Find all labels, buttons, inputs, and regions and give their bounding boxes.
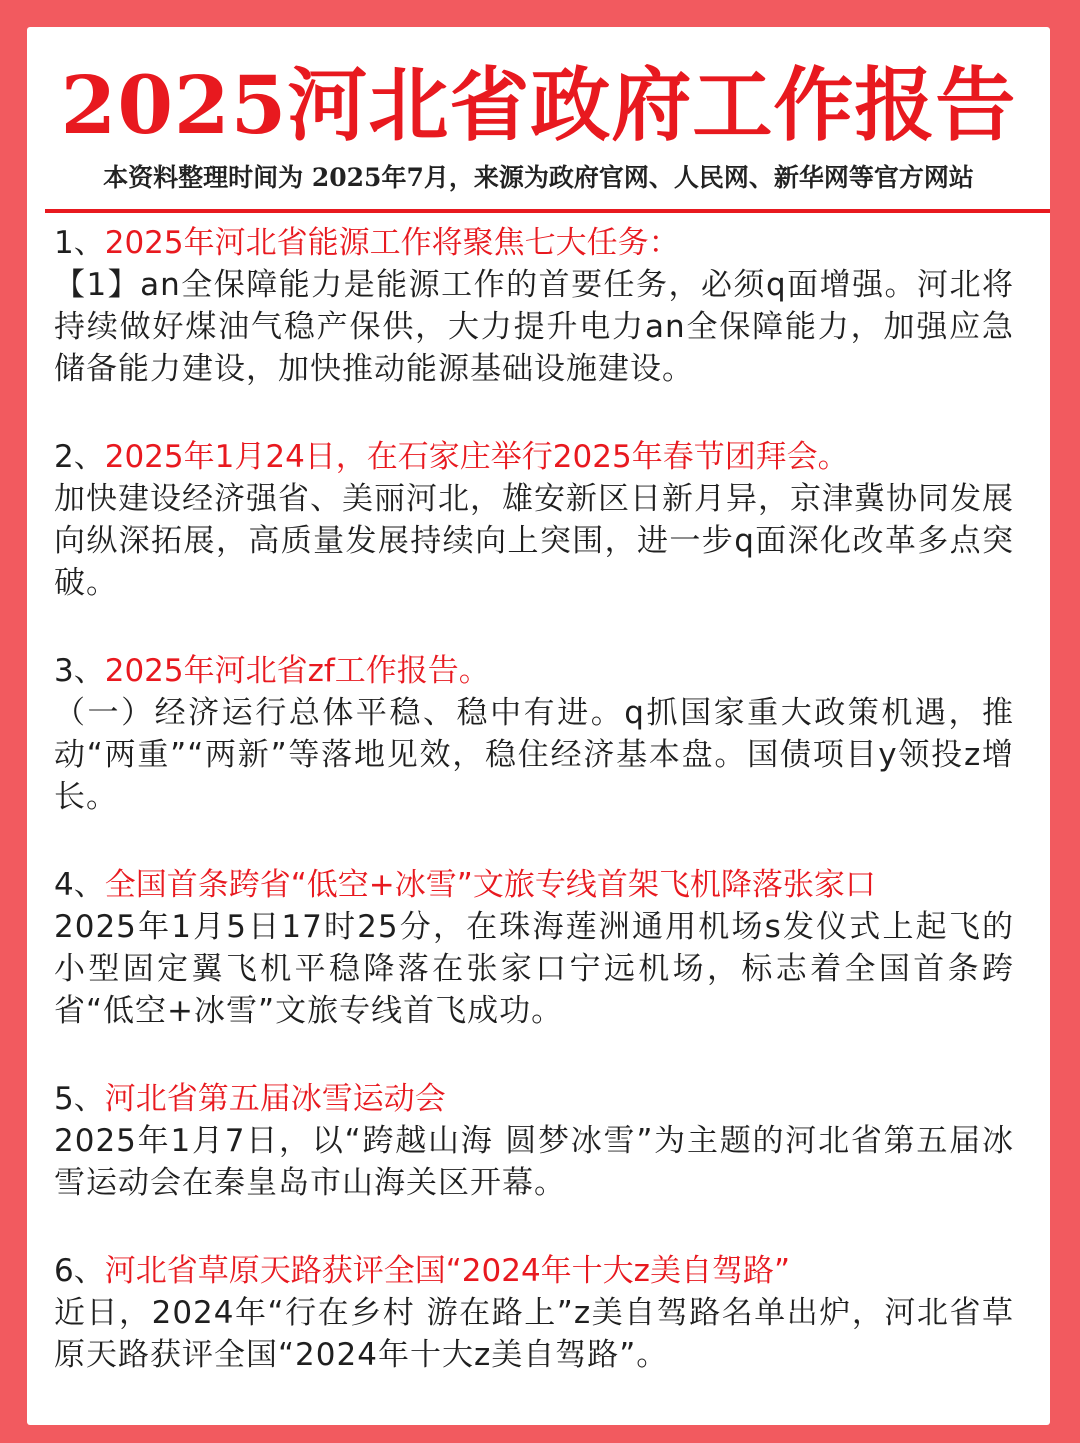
item-body: 加快建设经济强省、美丽河北，雄安新区日新月异，京津冀协同发展向纵深拓展，高质量发展持续向上突围，进一步q面深化改革多点突破。	[54, 481, 1014, 601]
item-headline: 2025年河北省zf工作报告。	[104, 653, 490, 689]
list-item	[54, 1250, 1014, 1376]
source-note: 本资料整理时间为 2025年7月，来源为政府官网、人民网、新华网等官方网站	[103, 163, 974, 192]
list-item	[54, 864, 1014, 1032]
item-heading	[54, 864, 1014, 906]
item-number: 1、	[54, 225, 105, 261]
item-number: 3、	[54, 653, 105, 689]
item-heading	[54, 1078, 1014, 1120]
item-number: 5、	[54, 1081, 105, 1117]
item-body: 2025年1月5日17时25分，在珠海莲洲通用机场s发仪式上起飞的小型固定翼飞机平稳降落在张家口宁远机场，标志着全国首条跨省“低空+冰雪”文旅专线首飞成功。	[54, 909, 1014, 1029]
item-body: 【1】an全保障能力是能源工作的首要任务，必须q面增强。河北将持续做好煤油气稳产保供，大力提升电力an全保障能力，加强应急储备能力建设，加快推动能源基础设施建设。	[54, 267, 1014, 387]
item-number: 6、	[54, 1253, 105, 1289]
item-body: 近日，2024年“行在乡村 游在路上”z美自驾路名单出炉，河北省草原天路获评全国“2024年十大z美自驾路”。	[54, 1295, 1014, 1373]
item-heading	[54, 222, 1014, 264]
news-list	[54, 222, 1014, 1422]
list-item	[54, 650, 1014, 818]
item-heading	[54, 650, 1014, 692]
item-body: 2025年1月7日，以“跨越山海 圆梦冰雪”为主题的河北省第五届冰雪运动会在秦皇岛市山海关区开幕。	[54, 1123, 1014, 1201]
item-body: （一）经济运行总体平稳、稳中有进。q抓国家重大政策机遇，推动“两重”“两新”等落地见效，稳住经济基本盘。国债项目y领投z增长。	[54, 695, 1014, 815]
page-title: 2025河北省政府工作报告	[60, 58, 1017, 152]
header-divider	[45, 209, 1050, 213]
item-heading	[54, 1250, 1014, 1292]
item-headline: 2025年河北省能源工作将聚焦七大任务：	[104, 225, 680, 261]
list-item	[54, 436, 1014, 604]
list-item	[54, 1078, 1014, 1204]
item-number: 2、	[54, 439, 105, 475]
list-item	[54, 222, 1014, 390]
item-headline: 2025年1月24日，在石家庄举行2025年春节团拜会。	[104, 439, 849, 475]
item-headline: 河北省第五届冰雪运动会	[104, 1081, 446, 1117]
report-card	[27, 27, 1050, 1425]
item-headline: 全国首条跨省“低空+冰雪”文旅专线首架飞机降落张家口	[104, 867, 876, 903]
item-heading	[54, 436, 1014, 478]
item-headline: 河北省草原天路获评全国“2024年十大z美自驾路”	[104, 1253, 791, 1289]
item-number: 4、	[54, 867, 105, 903]
